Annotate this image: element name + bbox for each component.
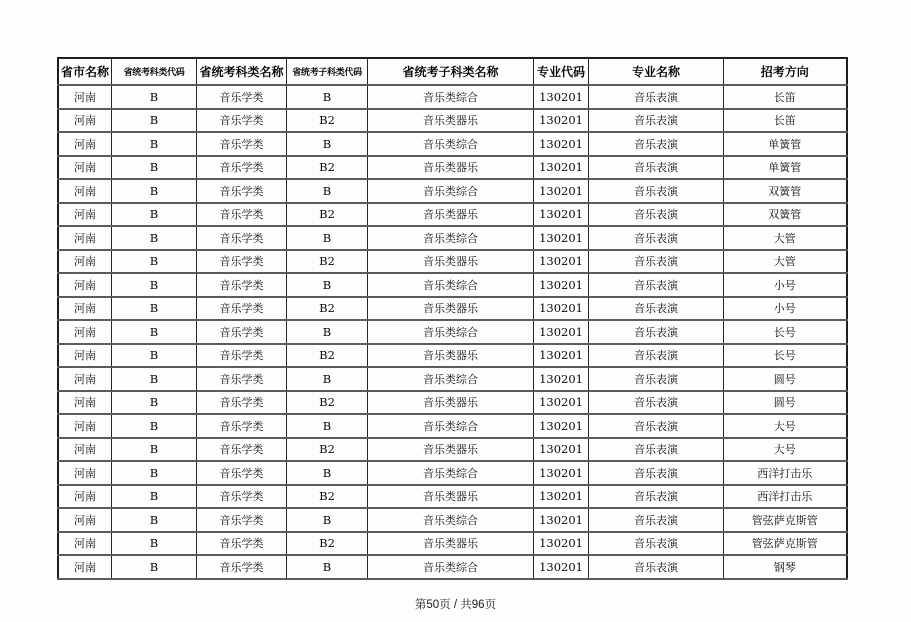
table-header <box>58 58 847 85</box>
table-cell-direction: 管弦萨克斯管 <box>724 508 847 532</box>
table-cell-major_code: 130201 <box>534 391 589 415</box>
table-row <box>58 226 847 250</box>
table-cell-province: 河南 <box>58 532 112 556</box>
table-cell-major_name: 音乐表演 <box>589 297 724 321</box>
table-cell-cat_name: 音乐学类 <box>197 109 287 133</box>
table-cell-major_name: 音乐表演 <box>589 203 724 227</box>
table-cell-subcat_code: B <box>287 132 368 156</box>
table-cell-province: 河南 <box>58 250 112 274</box>
table-cell-cat_code: B <box>112 485 197 509</box>
table-cell-subcat_code: B <box>287 226 368 250</box>
table-cell-major_name: 音乐表演 <box>589 438 724 462</box>
table-cell-direction: 西洋打击乐 <box>724 461 847 485</box>
table-cell-major_code: 130201 <box>534 250 589 274</box>
table-cell-major_name: 音乐表演 <box>589 485 724 509</box>
table-cell-subcat_name: 音乐类器乐 <box>368 485 534 509</box>
table-row <box>58 391 847 415</box>
table-cell-direction: 双簧管 <box>724 179 847 203</box>
table-cell-cat_code: B <box>112 273 197 297</box>
table-cell-major_code: 130201 <box>534 555 589 579</box>
col-header-subcat-name: 省统考子科类名称 <box>368 58 534 85</box>
table-cell-direction: 大管 <box>724 226 847 250</box>
table-cell-major_name: 音乐表演 <box>589 226 724 250</box>
table-cell-cat_name: 音乐学类 <box>197 508 287 532</box>
table-cell-cat_code: B <box>112 109 197 133</box>
table-cell-major_name: 音乐表演 <box>589 156 724 180</box>
table-cell-direction: 管弦萨克斯管 <box>724 532 847 556</box>
table-cell-province: 河南 <box>58 508 112 532</box>
table-cell-direction: 小号 <box>724 273 847 297</box>
table-cell-major_name: 音乐表演 <box>589 273 724 297</box>
table-cell-cat_code: B <box>112 226 197 250</box>
table-cell-direction: 长笛 <box>724 109 847 133</box>
table-row <box>58 508 847 532</box>
admissions-table <box>57 57 848 580</box>
table-cell-direction: 钢琴 <box>724 555 847 579</box>
table-cell-major_code: 130201 <box>534 532 589 556</box>
table-cell-major_name: 音乐表演 <box>589 461 724 485</box>
table-cell-subcat_name: 音乐类器乐 <box>368 250 534 274</box>
table-cell-cat_code: B <box>112 508 197 532</box>
table-row <box>58 320 847 344</box>
table-cell-province: 河南 <box>58 226 112 250</box>
table-cell-major_name: 音乐表演 <box>589 508 724 532</box>
table-cell-cat_name: 音乐学类 <box>197 85 287 109</box>
table-cell-cat_code: B <box>112 532 197 556</box>
table-cell-cat_name: 音乐学类 <box>197 414 287 438</box>
table-cell-direction: 单簧管 <box>724 156 847 180</box>
table-cell-subcat_code: B2 <box>287 156 368 180</box>
col-header-cat-name: 省统考科类名称 <box>197 58 287 85</box>
table-cell-subcat_code: B2 <box>287 438 368 462</box>
table-cell-subcat_name: 音乐类器乐 <box>368 532 534 556</box>
table-row <box>58 273 847 297</box>
table-cell-direction: 小号 <box>724 297 847 321</box>
table-cell-province: 河南 <box>58 85 112 109</box>
table-cell-cat_name: 音乐学类 <box>197 132 287 156</box>
page-indicator: 第50页 / 共96页 <box>414 599 497 611</box>
table-cell-cat_name: 音乐学类 <box>197 250 287 274</box>
table-cell-direction: 圆号 <box>724 367 847 391</box>
table-cell-cat_name: 音乐学类 <box>197 179 287 203</box>
table-row <box>58 438 847 462</box>
table-cell-cat_code: B <box>112 203 197 227</box>
table-cell-province: 河南 <box>58 367 112 391</box>
table-cell-cat_code: B <box>112 461 197 485</box>
table-cell-major_name: 音乐表演 <box>589 367 724 391</box>
table-cell-major_name: 音乐表演 <box>589 414 724 438</box>
table-cell-direction: 单簧管 <box>724 132 847 156</box>
table-cell-cat_name: 音乐学类 <box>197 226 287 250</box>
table-cell-cat_code: B <box>112 250 197 274</box>
table-cell-subcat_code: B2 <box>287 203 368 227</box>
table-cell-major_code: 130201 <box>534 273 589 297</box>
table-row <box>58 461 847 485</box>
table-header-row <box>58 58 847 85</box>
table-cell-cat_name: 音乐学类 <box>197 297 287 321</box>
table-cell-major_name: 音乐表演 <box>589 532 724 556</box>
table-cell-province: 河南 <box>58 297 112 321</box>
table-row <box>58 485 847 509</box>
table-cell-major_name: 音乐表演 <box>589 555 724 579</box>
table-cell-subcat_code: B <box>287 179 368 203</box>
table-cell-subcat_code: B <box>287 508 368 532</box>
col-header-subcat-code: 省统考子科类代码 <box>287 58 368 85</box>
table-cell-major_code: 130201 <box>534 414 589 438</box>
table-cell-province: 河南 <box>58 156 112 180</box>
table-cell-subcat_name: 音乐类器乐 <box>368 156 534 180</box>
table-cell-cat_name: 音乐学类 <box>197 320 287 344</box>
table-cell-direction: 长号 <box>724 320 847 344</box>
table-cell-subcat_name: 音乐类综合 <box>368 367 534 391</box>
table-cell-major_code: 130201 <box>534 109 589 133</box>
table-row <box>58 555 847 579</box>
table-cell-subcat_code: B2 <box>287 344 368 368</box>
table-cell-cat_code: B <box>112 132 197 156</box>
table-cell-subcat_name: 音乐类器乐 <box>368 109 534 133</box>
table-cell-subcat_code: B <box>287 85 368 109</box>
table-cell-province: 河南 <box>58 179 112 203</box>
table-cell-direction: 双簧管 <box>724 203 847 227</box>
table-cell-subcat_code: B2 <box>287 391 368 415</box>
table-cell-major_code: 130201 <box>534 85 589 109</box>
table-cell-province: 河南 <box>58 320 112 344</box>
table-row <box>58 109 847 133</box>
table-cell-cat_name: 音乐学类 <box>197 203 287 227</box>
table-cell-major_name: 音乐表演 <box>589 320 724 344</box>
table-row <box>58 367 847 391</box>
table-cell-subcat_code: B2 <box>287 109 368 133</box>
table-row <box>58 179 847 203</box>
col-header-direction: 招考方向 <box>724 58 847 85</box>
table-cell-subcat_name: 音乐类综合 <box>368 320 534 344</box>
table-cell-province: 河南 <box>58 391 112 415</box>
table-cell-major_code: 130201 <box>534 508 589 532</box>
table-cell-major_code: 130201 <box>534 344 589 368</box>
table-cell-major_code: 130201 <box>534 320 589 344</box>
table-cell-subcat_code: B <box>287 555 368 579</box>
table-cell-major_name: 音乐表演 <box>589 132 724 156</box>
table-cell-subcat_name: 音乐类器乐 <box>368 297 534 321</box>
table-cell-subcat_name: 音乐类综合 <box>368 226 534 250</box>
table-cell-cat_name: 音乐学类 <box>197 156 287 180</box>
table-cell-subcat_name: 音乐类综合 <box>368 461 534 485</box>
table-cell-province: 河南 <box>58 109 112 133</box>
table-cell-subcat_code: B2 <box>287 532 368 556</box>
table-cell-province: 河南 <box>58 414 112 438</box>
table-cell-major_code: 130201 <box>534 179 589 203</box>
table-cell-cat_name: 音乐学类 <box>197 532 287 556</box>
table-cell-subcat_code: B <box>287 273 368 297</box>
table-cell-province: 河南 <box>58 273 112 297</box>
table-cell-subcat_name: 音乐类器乐 <box>368 203 534 227</box>
table-row <box>58 156 847 180</box>
table-cell-major_code: 130201 <box>534 438 589 462</box>
table-cell-cat_code: B <box>112 344 197 368</box>
table-cell-province: 河南 <box>58 555 112 579</box>
table-cell-cat_name: 音乐学类 <box>197 461 287 485</box>
table-cell-cat_code: B <box>112 367 197 391</box>
table-cell-subcat_name: 音乐类综合 <box>368 132 534 156</box>
table-cell-cat_code: B <box>112 179 197 203</box>
table-cell-cat_code: B <box>112 391 197 415</box>
table-cell-cat_code: B <box>112 438 197 462</box>
table-cell-cat_name: 音乐学类 <box>197 485 287 509</box>
table-cell-cat_name: 音乐学类 <box>197 344 287 368</box>
table-cell-major_name: 音乐表演 <box>589 391 724 415</box>
table-cell-major_code: 130201 <box>534 461 589 485</box>
table-cell-subcat_name: 音乐类器乐 <box>368 438 534 462</box>
table-cell-subcat_code: B2 <box>287 250 368 274</box>
table-cell-subcat_code: B <box>287 414 368 438</box>
table-cell-province: 河南 <box>58 132 112 156</box>
table-row <box>58 132 847 156</box>
table-cell-major_name: 音乐表演 <box>589 85 724 109</box>
col-header-major-name: 专业名称 <box>589 58 724 85</box>
table-cell-province: 河南 <box>58 438 112 462</box>
table-cell-cat_name: 音乐学类 <box>197 273 287 297</box>
table-cell-subcat_name: 音乐类综合 <box>368 85 534 109</box>
table-row <box>58 250 847 274</box>
table-cell-subcat_name: 音乐类器乐 <box>368 344 534 368</box>
table-cell-cat_name: 音乐学类 <box>197 438 287 462</box>
table-cell-direction: 大号 <box>724 414 847 438</box>
table-cell-subcat_code: B <box>287 461 368 485</box>
table-body <box>58 85 847 579</box>
col-header-major-code: 专业代码 <box>534 58 589 85</box>
table-cell-major_code: 130201 <box>534 485 589 509</box>
table-cell-subcat_code: B2 <box>287 485 368 509</box>
table-cell-cat_code: B <box>112 555 197 579</box>
table-cell-cat_name: 音乐学类 <box>197 391 287 415</box>
table-cell-direction: 长笛 <box>724 85 847 109</box>
table-row <box>58 297 847 321</box>
table-cell-major_name: 音乐表演 <box>589 179 724 203</box>
table-cell-subcat_name: 音乐类综合 <box>368 414 534 438</box>
table-cell-major_code: 130201 <box>534 132 589 156</box>
table-cell-subcat_code: B <box>287 367 368 391</box>
table-cell-province: 河南 <box>58 344 112 368</box>
table-cell-province: 河南 <box>58 485 112 509</box>
table-cell-subcat_name: 音乐类综合 <box>368 555 534 579</box>
table-cell-major_name: 音乐表演 <box>589 344 724 368</box>
table-cell-subcat_name: 音乐类综合 <box>368 179 534 203</box>
table-cell-cat_name: 音乐学类 <box>197 367 287 391</box>
table-cell-direction: 圆号 <box>724 391 847 415</box>
table-cell-major_code: 130201 <box>534 156 589 180</box>
table-cell-cat_code: B <box>112 414 197 438</box>
table-cell-subcat_code: B2 <box>287 297 368 321</box>
table-cell-subcat_name: 音乐类综合 <box>368 273 534 297</box>
table-cell-major_code: 130201 <box>534 226 589 250</box>
table-cell-province: 河南 <box>58 461 112 485</box>
table-row <box>58 203 847 227</box>
table-cell-subcat_name: 音乐类综合 <box>368 508 534 532</box>
table-cell-major_code: 130201 <box>534 203 589 227</box>
table-cell-direction: 大管 <box>724 250 847 274</box>
table-row <box>58 344 847 368</box>
table-cell-subcat_code: B <box>287 320 368 344</box>
col-header-province: 省市名称 <box>58 58 112 85</box>
table-cell-direction: 大号 <box>724 438 847 462</box>
table-cell-cat_code: B <box>112 297 197 321</box>
table-cell-major_code: 130201 <box>534 367 589 391</box>
table-row <box>58 85 847 109</box>
table-cell-cat_code: B <box>112 320 197 344</box>
table-cell-direction: 西洋打击乐 <box>724 485 847 509</box>
table-cell-province: 河南 <box>58 203 112 227</box>
table-cell-cat_code: B <box>112 156 197 180</box>
table-cell-cat_code: B <box>112 85 197 109</box>
table-row <box>58 532 847 556</box>
table-cell-major_name: 音乐表演 <box>589 250 724 274</box>
table-row <box>58 414 847 438</box>
table-cell-cat_name: 音乐学类 <box>197 555 287 579</box>
table-cell-major_name: 音乐表演 <box>589 109 724 133</box>
table-cell-direction: 长号 <box>724 344 847 368</box>
table-cell-major_code: 130201 <box>534 297 589 321</box>
col-header-cat-code: 省统考科类代码 <box>112 58 197 85</box>
table-cell-subcat_name: 音乐类器乐 <box>368 391 534 415</box>
